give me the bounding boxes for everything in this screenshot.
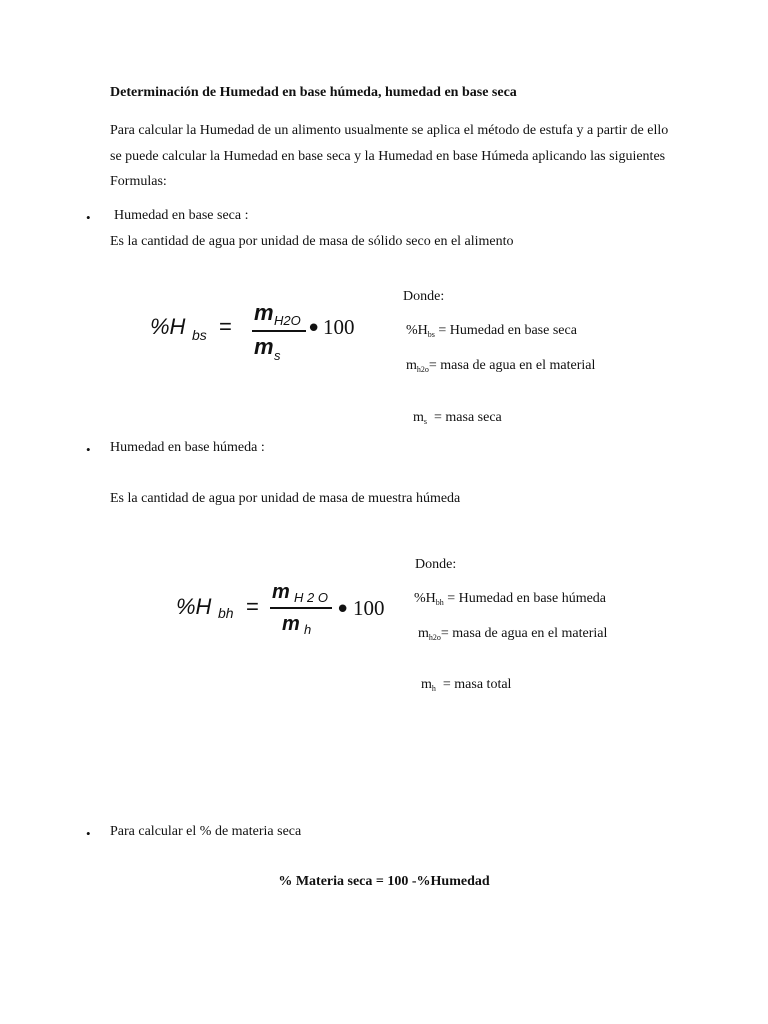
description-base-humeda: Es la cantidad de agua por unidad de masa de muestra húmeda — [110, 491, 461, 506]
svg-text:=: = — [246, 594, 259, 619]
svg-text:%H: %H — [176, 594, 212, 619]
svg-text:100: 100 — [353, 596, 385, 620]
donde-label-bh: Donde: — [415, 557, 457, 572]
formula-humedad-base-seca — [146, 292, 376, 370]
svg-text:=: = — [219, 314, 232, 339]
def-hbh: $\%H_{bh}$ = Humedad en base húmeda — [414, 591, 607, 607]
svg-text:m: m — [254, 334, 274, 359]
heading-humedad-base-humeda: Humedad en base húmeda : — [110, 440, 265, 455]
svg-text:s: s — [274, 348, 281, 363]
svg-text:•: • — [335, 595, 351, 625]
def-mh2o-bs: $m_{h2o}=$ masa de agua en el material — [406, 358, 596, 374]
bullet-ms: • — [86, 826, 91, 841]
svg-text:H2O: H2O — [274, 313, 301, 328]
bullet-bh: • — [86, 442, 91, 457]
svg-text:m: m — [254, 300, 274, 325]
svg-text:bs: bs — [192, 327, 207, 343]
svg-text:bh: bh — [218, 605, 234, 621]
intro-paragraph: Para calcular la Humedad de un alimento usualmente se aplica el método de estufa y a partir de ello se puede calcular la Humedad en base seca y la Humedad en base Húmeda aplicando las siguientes Formulas: — [110, 123, 669, 189]
svg-text:100: 100 — [323, 315, 355, 339]
def-ms: $m_s$ = masa seca — [413, 410, 502, 426]
formula-materia-seca: % Materia seca = 100 -%Humedad — [278, 874, 490, 889]
svg-text:•: • — [306, 314, 322, 344]
heading-materia-seca: Para calcular el % de materia seca — [110, 824, 302, 839]
bullet-bs: • — [86, 210, 91, 225]
document-title: Determinación de Humedad en base húmeda, humedad en base seca — [110, 85, 517, 100]
description-base-seca: Es la cantidad de agua por unidad de masa de sólido seco en el alimento — [110, 234, 514, 249]
svg-text:m: m — [282, 613, 300, 635]
svg-text:%H: %H — [150, 314, 186, 339]
def-mh2o-bh: $m_{h2o}=$ masa de agua en el material — [418, 626, 608, 642]
svg-text:h: h — [304, 622, 312, 637]
donde-label-bs: Donde: — [403, 289, 445, 304]
heading-humedad-base-seca: Humedad en base seca : — [114, 208, 249, 223]
svg-text:m: m — [272, 581, 290, 603]
def-mh: $m_h$ = masa total — [421, 677, 512, 693]
svg-text:H 2 O: H 2 O — [294, 590, 328, 605]
def-hbs: $\%H_{bs}$ = Humedad en base seca — [406, 323, 577, 339]
formula-humedad-base-humeda — [172, 578, 397, 644]
